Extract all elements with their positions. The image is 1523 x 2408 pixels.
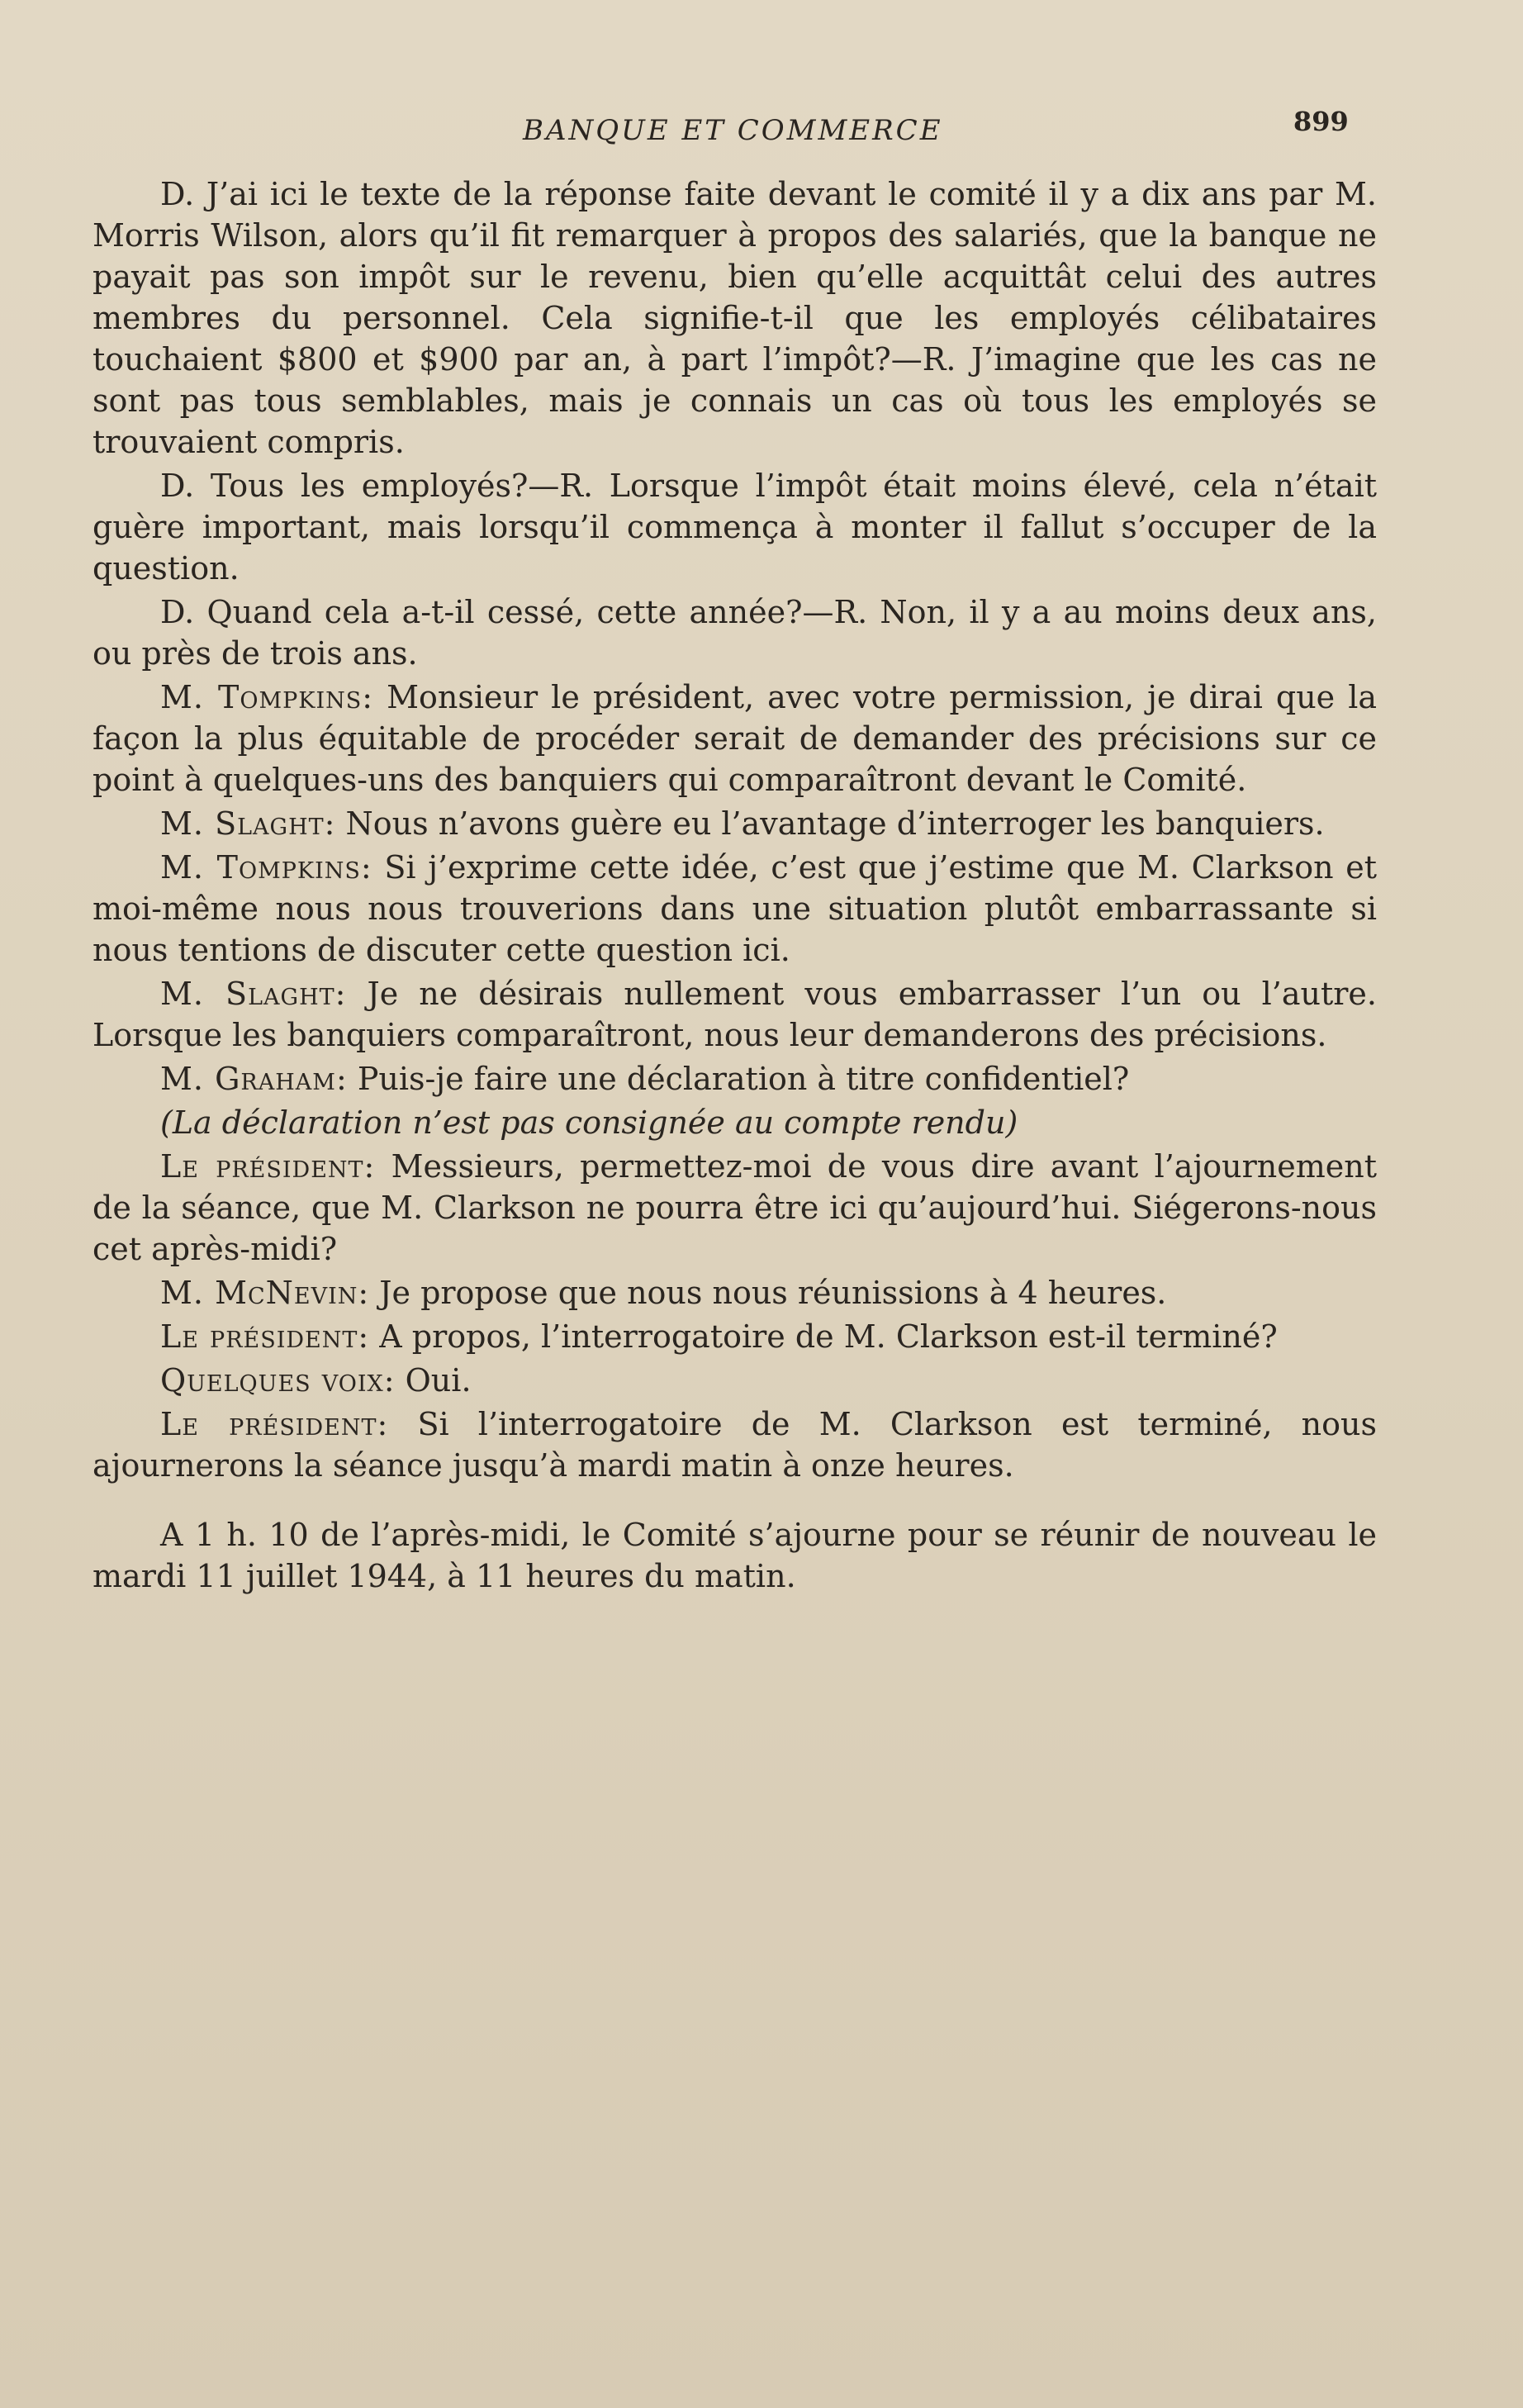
speaker-label: Le président: <box>160 1148 376 1185</box>
paragraph <box>93 173 1377 463</box>
paragraph-text: D. J’ai ici le texte de la réponse faite devant le comité il y a dix ans par M. Morris Wilson, alors qu’il fit remarquer à propos des salariés, que la banque ne payait pas son impôt sur le revenu, bien qu’elle acquittât celui des autres membres du personnel. Cela signifie-t-il que les employés célibataires touchaient $800 et $900 par an, à part l’impôt?—R. J’imagine que les cas ne sont pas tous semblables, mais je connais un cas où tous les employés se trouvaient compris. <box>93 176 1377 460</box>
speaker-label: M. Tompkins: <box>160 679 374 715</box>
paragraph-text: Monsieur le président, avec votre permission, je dirai que la façon la plus équitable de procéder serait de demander des précisions sur ce point à quelques-uns des banquiers qui comparaîtront devant le Comité. <box>93 679 1378 798</box>
paragraph-text: Oui. <box>395 1362 472 1399</box>
speaker-label: Le président: <box>160 1406 389 1442</box>
paragraph <box>93 591 1377 674</box>
adjournment-note <box>93 1514 1377 1597</box>
speaker-label: M. Graham: <box>160 1061 348 1097</box>
paragraph <box>93 1058 1377 1100</box>
paragraph <box>93 973 1377 1056</box>
paragraph <box>93 677 1377 800</box>
paragraph-text: Nous n’avons guère eu l’avantage d’interroger les banquiers. <box>335 805 1325 842</box>
paragraph-text: D. Quand cela a-t-il cessé, cette année?—R. Non, il y a au moins deux ans, ou près de trois ans. <box>93 594 1377 672</box>
paragraph-text: D. Tous les employés?—R. Lorsque l’impôt était moins élevé, cela n’était guère important, mais lorsqu’il commença à monter il fallut s’occuper de la question. <box>93 468 1377 587</box>
speaker-label: Le président: <box>160 1318 370 1355</box>
paragraph-text: Messieurs, permettez-moi de vous dire avant l’ajournement de la séance, que M. Clarkson ne pourra être ici qu’aujourd’hui. Siégerons-nous cet après-midi? <box>93 1148 1377 1267</box>
running-header-title: BANQUE ET COMMERCE <box>523 114 943 147</box>
paragraph-text: Si l’interrogatoire de M. Clarkson est terminé, nous ajournerons la séance jusqu’à mardi matin à onze heures. <box>93 1406 1378 1484</box>
paragraph-text: Je ne désirais nullement vous embarrasser l’un ou l’autre. Lorsque les banquiers comparaîtront, nous leur demanderons des précisions. <box>93 976 1377 1053</box>
speaker-label: M. Slaght: <box>160 976 347 1012</box>
paragraph <box>93 1272 1377 1313</box>
speaker-label: M. McNevin: <box>160 1275 370 1311</box>
paragraph-text: Si j’exprime cette idée, c’est que j’estime que M. Clarkson et moi-même nous nous trouverions dans une situation plutôt embarrassante si nous tentions de discuter cette question ici. <box>93 849 1377 968</box>
paragraph-text: A propos, l’interrogatoire de M. Clarkson est-il terminé? <box>369 1318 1278 1355</box>
paragraph-text: (La déclaration n’est pas consignée au compte rendu) <box>160 1104 1018 1141</box>
paragraph-text: Je propose que nous nous réunissions à 4 heures. <box>369 1275 1167 1311</box>
paragraph <box>93 803 1377 844</box>
paragraph <box>93 847 1377 971</box>
paragraph <box>93 1146 1377 1270</box>
procedural-note <box>93 1102 1377 1143</box>
speaker-label: Quelques voix: <box>160 1362 396 1399</box>
paragraph <box>93 465 1377 589</box>
speaker-label: M. Slaght: <box>160 805 336 842</box>
paragraph <box>93 1360 1377 1401</box>
paragraph-text: A 1 h. 10 de l’après-midi, le Comité s’ajourne pour se réunir de nouveau le mardi 11 juillet 1944, à 11 heures du matin. <box>93 1517 1377 1594</box>
paragraph-text: Puis-je faire une déclaration à titre confidentiel? <box>347 1061 1130 1097</box>
speaker-label: M. Tompkins: <box>160 849 372 886</box>
paragraph <box>93 1316 1377 1357</box>
paragraph <box>93 1403 1377 1486</box>
page-body <box>93 173 1377 1599</box>
page-number: 899 <box>1293 106 1349 137</box>
